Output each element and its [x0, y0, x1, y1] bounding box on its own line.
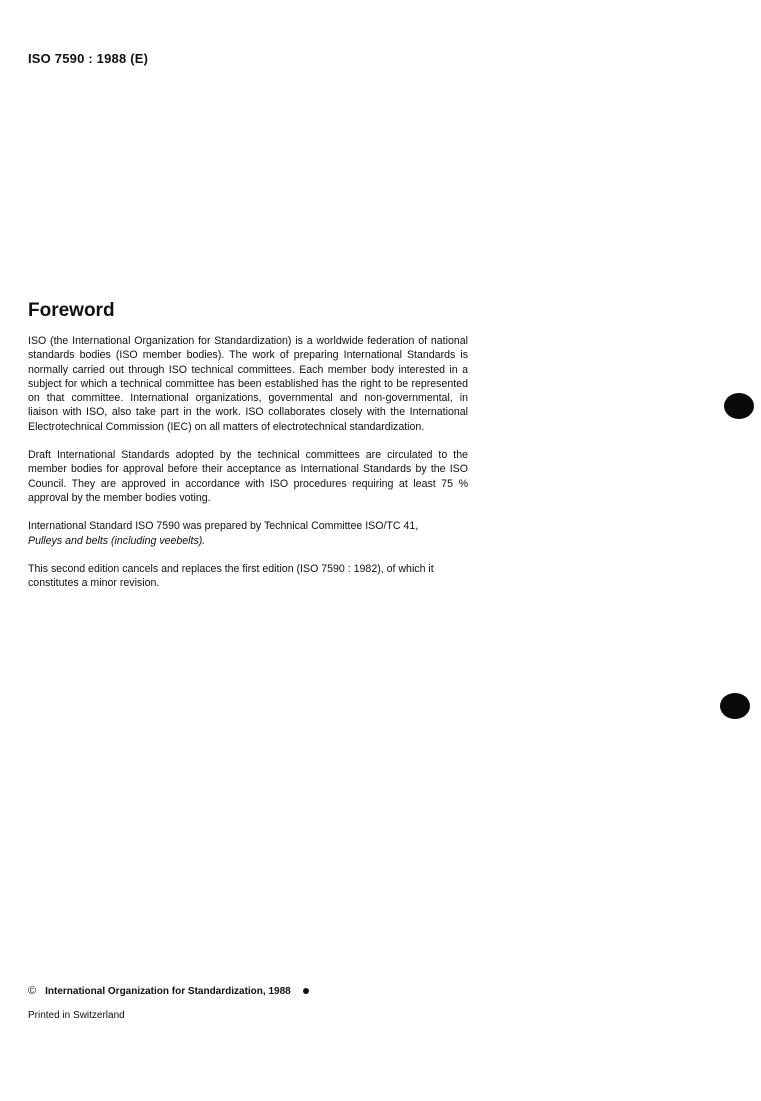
committee-title: Pulleys and belts (including veebelts). [28, 534, 206, 547]
foreword-paragraph-1: ISO (the International Organization for Standardization) is a worldwide federation of national standards bodies (ISO member bodies). The work of preparing International Standards is normally carried out through ISO technical committees. Each member body interested in a subject for which a technical committee has been established has the right to be represented on that committee. International organizations, governmental and non-governmental, in liaison with ISO, also take part in the work. ISO collaborates closely with the International Electrotechnical Commission (IEC) on all matters of electrotechnical standardization. [28, 335, 468, 433]
foreword-paragraph-4: This second edition cancels and replaces the first edition (ISO 7590 : 1982), of which it constitutes a minor revision. [28, 562, 434, 590]
foreword-paragraph-3 [28, 519, 468, 548]
printed-location: Printed in Switzerland [28, 1010, 125, 1021]
document-header: ISO 7590 : 1988 (E) [28, 51, 149, 66]
foreword-paragraph-3-text: International Standard ISO 7590 was prepared by Technical Committee ISO/TC 41, [28, 520, 419, 533]
copyright-icon: © [28, 985, 37, 997]
punch-hole-mark [720, 693, 750, 719]
punch-hole-mark [724, 393, 754, 419]
foreword-title: Foreword [28, 300, 115, 321]
bullet-icon [303, 988, 309, 994]
foreword-body [28, 334, 468, 604]
copyright-text: International Organization for Standardization, 1988 [45, 985, 291, 997]
copyright-line [28, 985, 309, 997]
foreword-paragraph-2: Draft International Standards adopted by the technical committees are circulated to the member bodies for approval before their acceptance as International Standards by the ISO Council. They are approved in accordance with ISO procedures requiring at least 75 % approval by the member bodies voting. [28, 449, 468, 504]
